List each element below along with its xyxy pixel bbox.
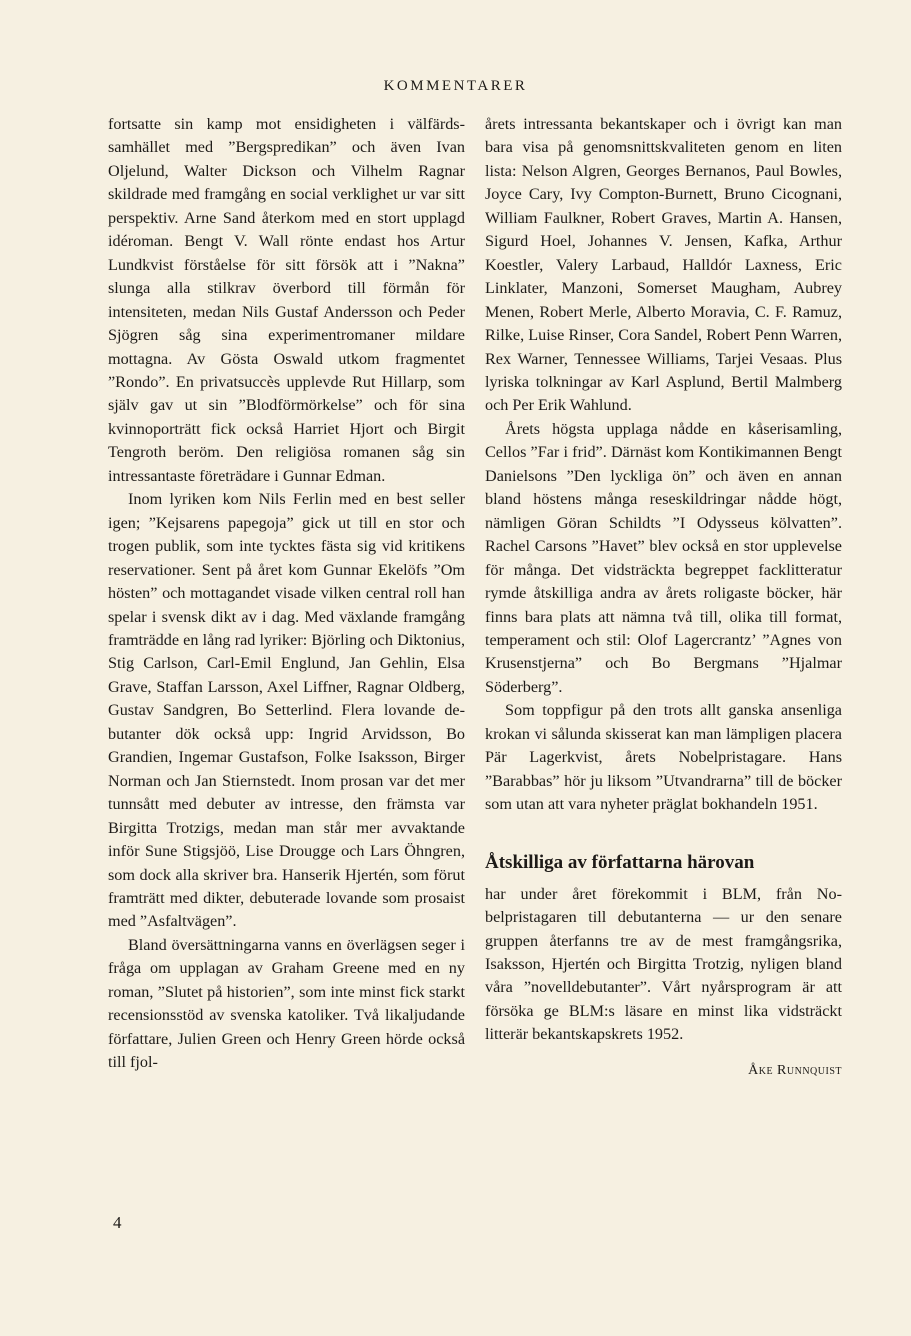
paragraph: årets intressanta bekantskaper och i övrigt kan man bara visa på genomsnittskvaliteten genom en liten lista: Nelson Algren, Georges Bernanos, Paul Bowles, Joyce Cary, Ivy Compton-Burnett, Bruno Cicognani, William Faulkner, Robert Graves, Martin A. Hansen, Sigurd Hoel, Johannes V. Jensen, Kafka, Arthur Koestler, Valery Larbaud, Halldór Laxness, Eric Linklater, Manzoni, Somerset Maugham, Aubrey Menen, Robert Merle, Alberto Moravia, C. F. Ramuz, Rilke, Luise Rinser, Cora Sandel, Robert Penn Warren, Rex Warner, Tennessee Williams, Tarjei Vesaas. Plus lyriska tolkningar av Karl Asplund, Bertil Malmberg och Per Erik Wahlund.	[485, 115, 842, 415]
running-head: KOMMENTARER	[383, 78, 528, 94]
right-column	[485, 113, 842, 1082]
paragraph: Årets högsta upplaga nådde en kåserisamling, Cellos ”Far i frid”. Därnäst kom Kontikimannen Bengt Danielsons ”Den lyckliga ön” och även en annan bland höstens många reseskildringar nådde högt, nämligen Göran Schildts ”I Odysseus kölvatten”. Rachel Carsons ”Havet” blev också en stor upplevelse för många. Det vidsträckta begreppet facklitteratur rymde åtskilliga andra av årets roligaste böcker, här finns bara plats att nämna två till, olika till format, temperament och stil: Olof Lagercrantz’ ”Agnes von Krusenstjerna” och Bo Bergmans ”Hjalmar Söderberg”.	[485, 419, 842, 696]
left-column	[108, 113, 465, 1075]
section-heading: Åtskilliga av författarna härovan	[485, 851, 755, 873]
paragraph: har under året förekommit i BLM, från Nobelpristagaren till debutanterna — ur den senare gruppen återfanns tre av de mest framgångsrika, Isaksson, Hjertén och Birgitta Trotzig, nyligen bland våra ”novelldebutanter”. Vårt nyårsprogram är att försöka ge BLM:s läsare en minst lika vidsträckt litterär bekantskapskrets 1952.	[485, 884, 842, 1044]
author-signature: Åke Runnquist	[748, 1062, 842, 1078]
paragraph: Bland översättningarna vanns en överlägsen seger i fråga om upplagan av Graham Greene med en ny roman, ”Slutet på historien”, som inte minst fick starkt recensionsstöd av svenska katoliker. Två likaljudande författare, Julien Green och Henry Green hörde också till fjol-	[108, 935, 465, 1072]
page-number: 4	[113, 1213, 122, 1232]
paragraph: Som toppfigur på den trots allt ganska ansenliga krokan vi sålunda skisserat kan man lämpligen placera Pär Lagerkvist, årets Nobelpristagare. Hans ”Barabbas” hör ju liksom ”Utvandrarna” till de böcker som utan att vara nyheter präglat bokhandeln 1951.	[485, 701, 842, 814]
paragraph: Inom lyriken kom Nils Ferlin med en best seller igen; ”Kejsarens papegoja” gick ut till en stor och trogen publik, som inte tycktes fästa sig vid kritikens reservationer. Sent på året kom Gunnar Ekelöfs ”Om hösten” och mottagandet visade vilken central roll han spelar i svensk dikt av i dag. Med växlande framgång framträdde en lång rad lyriker: Björling och Diktonius, Stig Carlson, Carl-Emil Englund, Jan Gehlin, Elsa Grave, Staffan Larsson, Axel Liffner, Ragnar Oldberg, Gustav Sandgren, Bo Setterlind. Flera lovande debutanter dök också upp: Ingrid Arvidsson, Bo Grandien, Ingemar Gustafson, Folke Isaksson, Birger Norman och Jan Stiernstedt. Inom prosan var det mer tunnsått med debuter av intresse, den främsta var Birgitta Trotzigs, medan man står mer avvaktande inför Sune Stigsjöö, Lise Drougge och Lars Öhngren, som dock alla skriver bra. Hanserik Hjertén, som förut framträtt med dikter, debuterade lovande som prosaist med ”Asfaltvägen”.	[108, 490, 465, 931]
paragraph: fortsatte sin kamp mot ensidigheten i välfärdssamhället med ”Bergspredikan” och även Ivan Oljelund, Walter Dickson och Vilhelm Ragnar skildrade med framgång en social verklighet ur var sitt perspektiv. Arne Sand återkom med en stort upplagd idéroman. Bengt V. Wall rönte endast hos Artur Lundkvist förståelse för sitt försök att i ”Nakna” slunga alla stilkrav överbord till förmån för intensiteten, medan Nils Gustaf Andersson och Peder Sjögren såg sina experimentromaner mildare mottagna. Av Gösta Oswald utkom fragmentet ”Rondo”. En privatsuccès upplevde Rut Hillarp, som själv gav ut sin ”Blodförmörkelse” och för sina kvinnoporträtt fick också Harriet Hjort och Birgit Tengroth beröm. Den religiösa romanen såg sin intressantaste företrädare i Gunnar Edman.	[108, 115, 465, 485]
